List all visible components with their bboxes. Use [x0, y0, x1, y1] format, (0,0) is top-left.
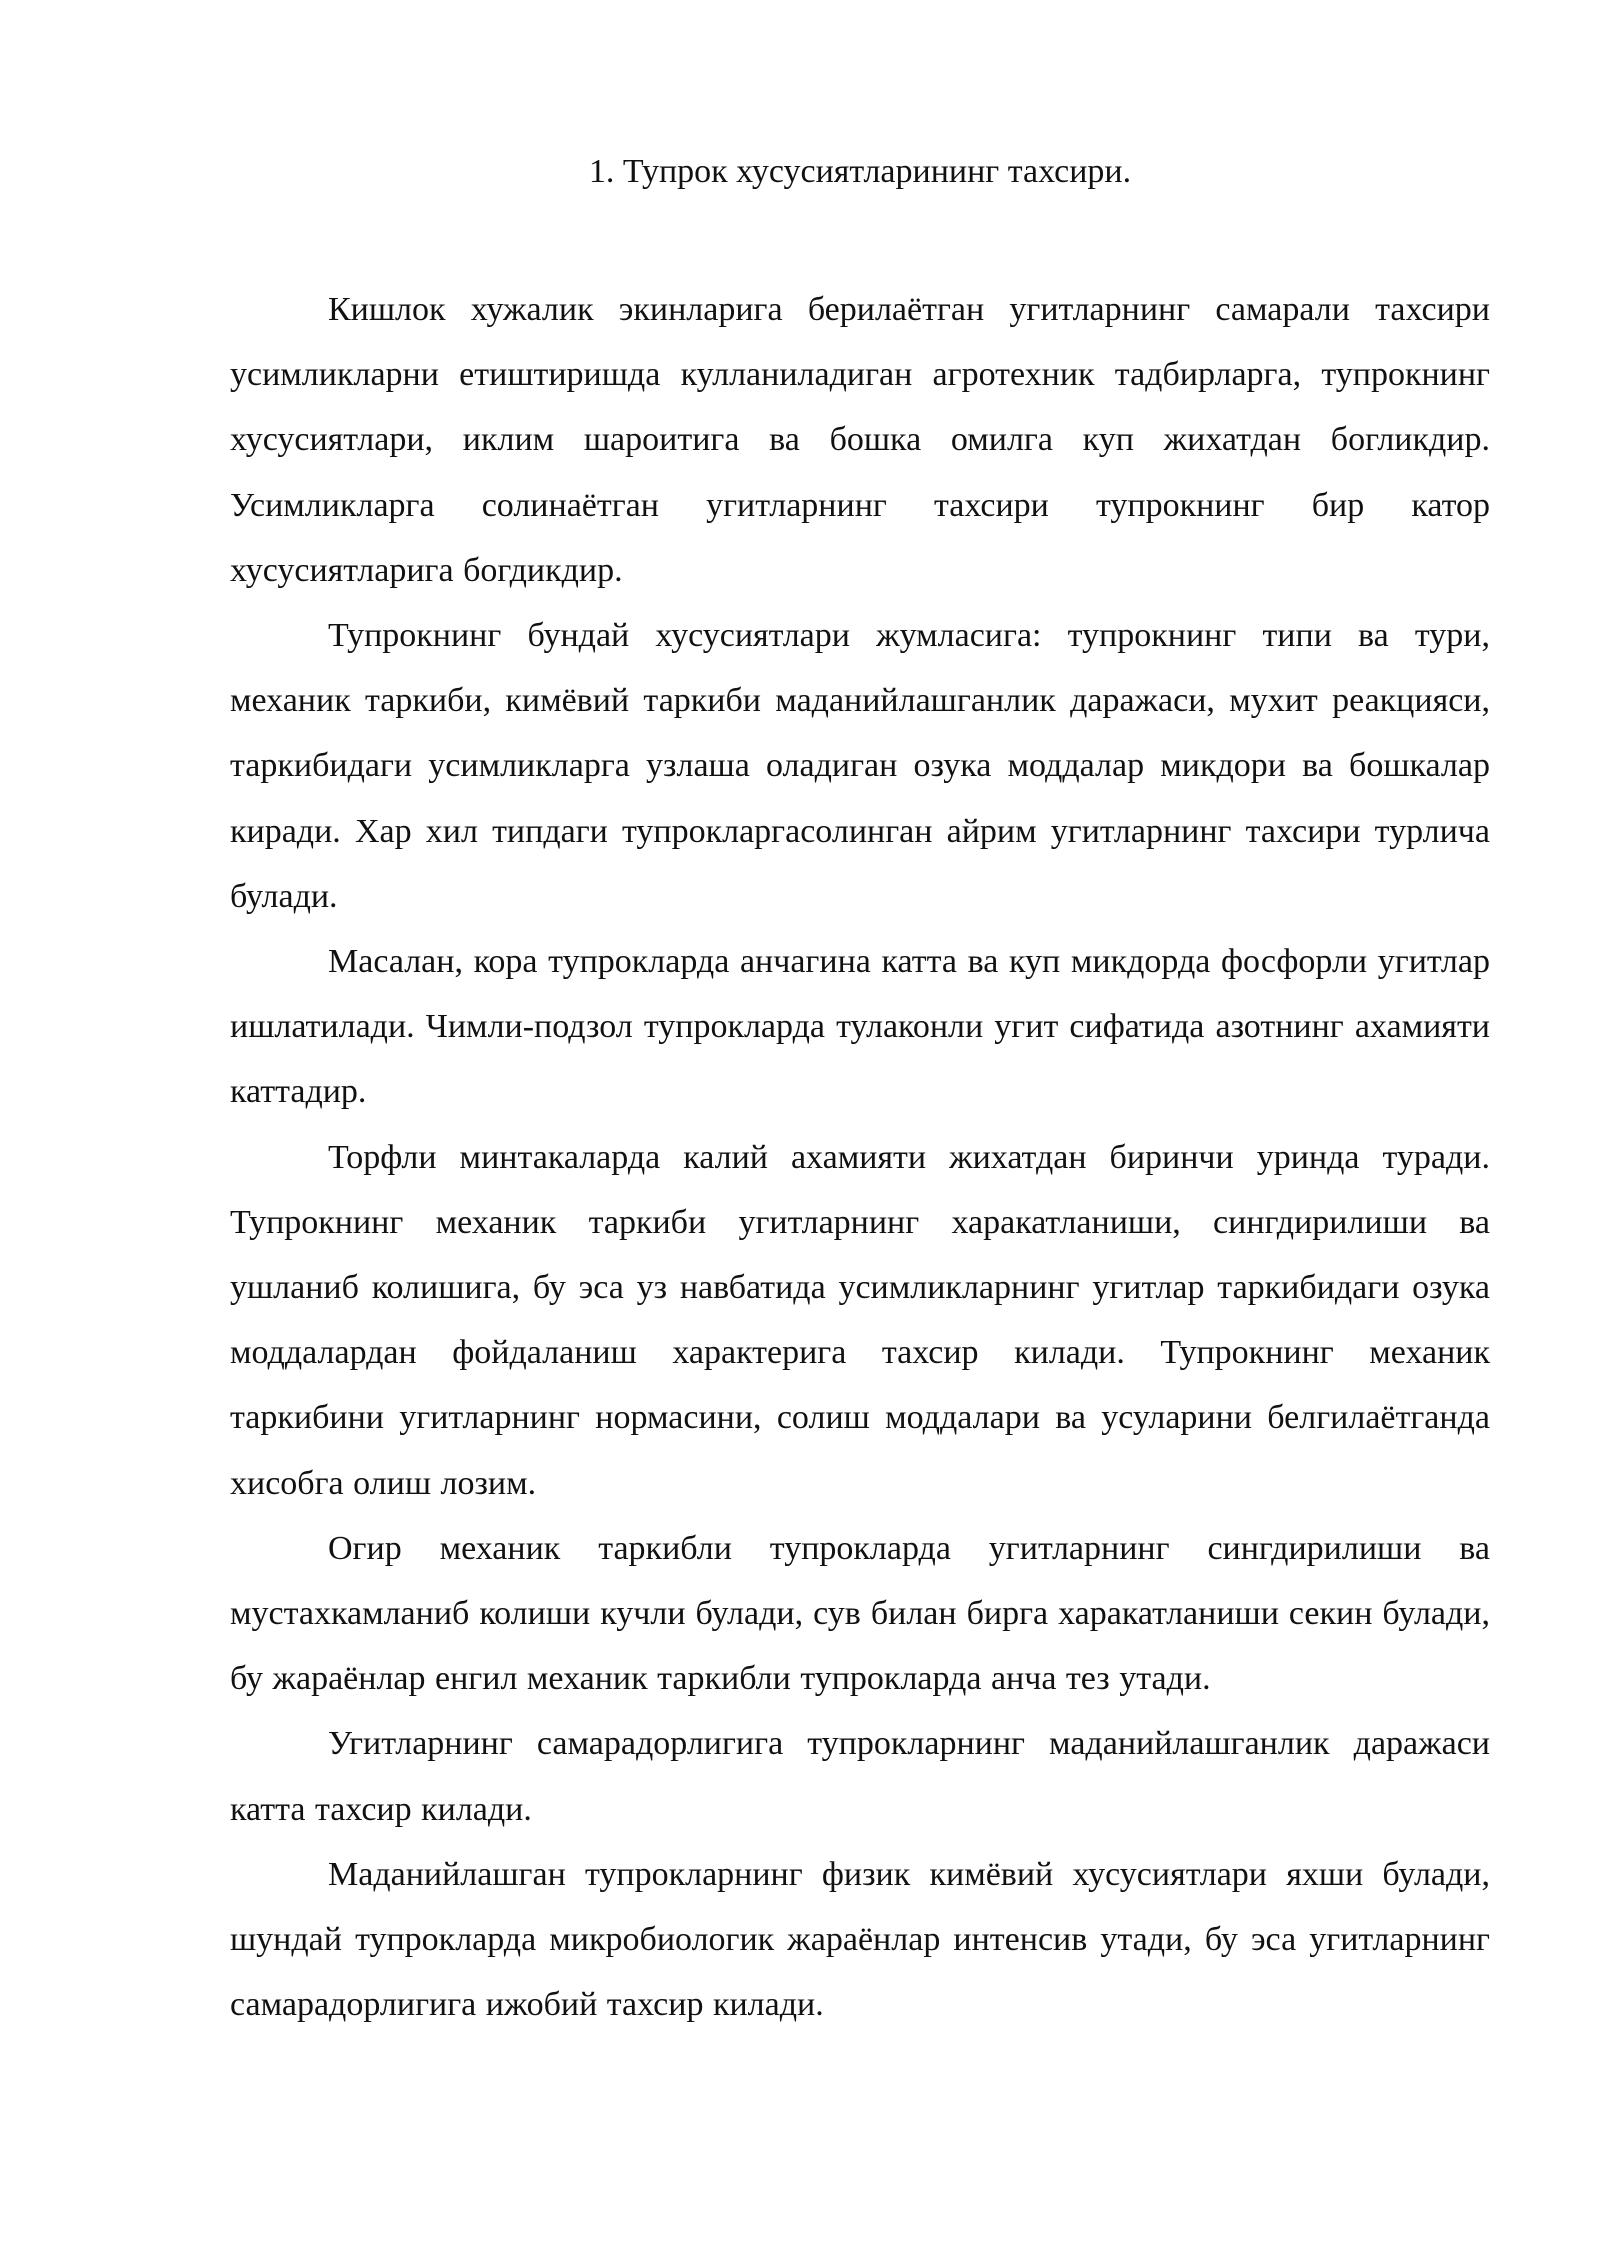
paragraph-1: Кишлок хужалик экинларига берилаётган угитларнинг самарали тахсири усимликларни етиштиришда кулланиладиган агротехник тадбирларга, тупрокнинг хусусиятлари, иклим шароитига ва бошка омилга куп жихатдан богликдир. Усимликларга солинаётган угитларнинг тахсири тупрокнинг бир катор хусусиятларига богдикдир.	[230, 291, 1490, 589]
paragraph-3: Масалан, кора тупрокларда анчагина катта ва куп микдорда фосфорли угитлар ишлатилади. Чимли-подзол тупрокларда тулаконли угит сифатида азотнинг ахамияти каттадир.	[230, 943, 1490, 1111]
paragraph-4: Торфли минтакаларда калий ахамияти жихатдан биринчи уринда туради. Тупрокнинг механик таркиби угитларнинг харакатланиши, сингдирилиши ва ушланиб колишига, бу эса уз навбатида усимликларнинг угитлар таркибидаги озука моддалардан фойдаланиш характерига тахсир килади. Тупрокнинг механик таркибини угитларнинг нормасини, солиш моддалари ва усуларини белгилаётганда хисобга олиш лозим.	[230, 1138, 1490, 1502]
paragraph-2: Тупрокнинг бундай хусусиятлари жумласига: тупрокнинг типи ва тури, механик таркиби, кимёвий таркиби маданийлашганлик даражаси, мухит реакцияси, таркибидаги усимликларга узлаша оладиган озука моддалар микдори ва бошкалар киради. Хар хил типдаги тупрокларгасолинган айрим угитларнинг тахсири турлича булади.	[230, 617, 1490, 915]
paragraph-6: Угитларнинг самарадорлигига тупрокларнинг маданийлашганлик даражаси катта тахсир килади.	[230, 1725, 1490, 1828]
paragraph-7: Маданийлашган тупрокларнинг физик кимёвий хусусиятлари яхши булади, шундай тупрокларда микробиологик жараёнлар интенсив утади, бу эса угитларнинг самарадорлигига ижобий тахсир килади.	[230, 1855, 1490, 2024]
body-text	[230, 277, 1490, 2037]
paragraph-5: Огир механик таркибли тупрокларда угитларнинг сингдирилиши ва мустахкамланиб колиши кучли булади, сув билан бирга харакатланиши секин булади, бу жараёнлар енгил механик таркибли тупрокларда анча тез утади.	[230, 1529, 1490, 1698]
section-heading: 1. Тупрок хусусиятларининг тахсири.	[588, 153, 1132, 190]
